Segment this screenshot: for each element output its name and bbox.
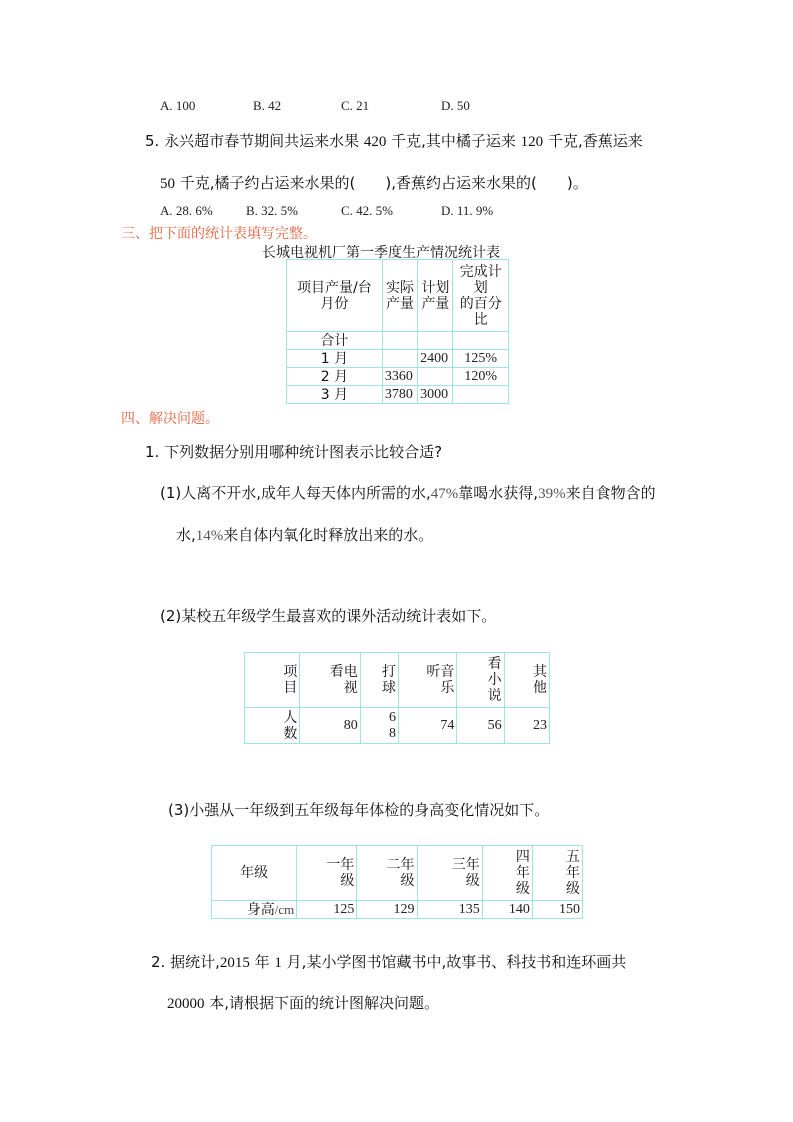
table-row	[287, 368, 509, 386]
plan-cell: 2400	[418, 350, 453, 368]
header-text: 二年	[386, 857, 415, 873]
q1-text: 水,	[176, 526, 196, 544]
height-header	[212, 901, 297, 919]
count-digit: 6	[389, 709, 396, 725]
row-header-count	[245, 708, 300, 744]
q5-line2	[160, 172, 588, 193]
option-a: A. 28. 6%	[160, 203, 213, 218]
option-c: C. 21	[341, 98, 370, 113]
header-text: 级	[465, 873, 480, 889]
grade-3	[417, 846, 482, 901]
q2-total: 20000	[167, 996, 205, 1012]
q2-text: 本,请根据下面的统计图解决问题。	[204, 994, 440, 1012]
header-text: 完成计	[459, 263, 502, 280]
header-text: 看电	[329, 664, 358, 680]
header-text: 他	[533, 680, 547, 696]
height-value: 150	[532, 901, 582, 919]
month-cell: 2 月	[287, 368, 383, 386]
header-text: 计划	[421, 279, 450, 296]
height-value: 140	[482, 901, 532, 919]
header-text: 年	[515, 865, 530, 881]
header-text: 说	[487, 688, 502, 704]
height-table	[211, 845, 583, 919]
header-text: 目	[283, 680, 298, 696]
q2-text: 2. 据统计,	[151, 953, 220, 971]
section-3-heading: 三、把下面的统计表填写完整。	[121, 226, 317, 242]
q1-text: 来自体内氧化时释放出来的水。	[223, 526, 434, 544]
header-text: 乐	[440, 680, 455, 696]
option-b: B. 42	[253, 98, 282, 113]
activity-count-row	[245, 708, 550, 744]
pct-food: 39%	[538, 486, 566, 502]
row-header-item	[245, 653, 300, 708]
header-text: 一年	[326, 857, 355, 873]
month-cell: 合计	[287, 332, 383, 350]
header-text: 的百分	[459, 295, 502, 312]
activity-other	[504, 653, 549, 708]
height-value: 125	[297, 901, 357, 919]
plan-cell	[418, 332, 453, 350]
q1-text: (1)人离不开水,成年人每天体内所需的水,	[160, 484, 431, 502]
q2-text: 年	[249, 953, 275, 971]
header-text: 人	[283, 709, 298, 726]
header-text: 项	[283, 664, 298, 680]
header-text: 四	[515, 849, 530, 865]
option-d: D. 50	[441, 98, 470, 113]
count-ball	[360, 708, 398, 744]
activity-header-row	[245, 653, 550, 708]
q5-options	[160, 203, 493, 219]
q1-part3-text: (3)小强从一年级到五年级每年体检的身高变化情况如下。	[168, 801, 550, 819]
q5-line1	[145, 130, 643, 151]
header-text: 年	[566, 865, 580, 881]
activity-novel	[457, 653, 504, 708]
table-row	[287, 332, 509, 350]
activity-tv	[300, 653, 360, 708]
plan-cell: 3000	[418, 386, 453, 404]
header-text: 级	[566, 881, 580, 897]
q1-text: 来自食物含的	[565, 484, 656, 502]
q5-text: 千克,香蕉运来	[543, 132, 643, 150]
corner-bottom: 月份	[320, 295, 349, 312]
q2-text: 月,某小学图书馆藏书中,故事书、科技书和连环画共	[281, 953, 627, 971]
q1-prompt: 1. 下列数据分别用哪种统计图表示比较合适?	[145, 443, 443, 461]
grade-header: 年级	[212, 846, 297, 901]
header-text: 比	[473, 311, 488, 328]
count-music: 74	[399, 708, 457, 744]
plan-cell	[418, 368, 453, 386]
q1-text: 靠喝水获得,	[458, 484, 539, 502]
header-text: 小	[487, 672, 502, 688]
pct-oxidation: 14%	[195, 528, 224, 544]
q1-part2-text: (2)某校五年级学生最喜欢的课外活动统计表如下。	[160, 607, 497, 625]
header-actual	[382, 260, 417, 332]
header-text: 产量	[386, 295, 415, 312]
option-b: B. 32. 5%	[246, 203, 298, 218]
q4-options	[160, 98, 470, 114]
corner-top: 项目产量/台	[297, 279, 372, 296]
header-percent	[453, 260, 509, 332]
actual-cell: 3360	[382, 368, 417, 386]
table-title: 长城电视机厂第一季度生产情况统计表	[262, 245, 500, 261]
header-text: 级	[400, 873, 415, 889]
q5-total: 420	[363, 134, 387, 150]
height-row	[212, 901, 583, 919]
pct-cell	[453, 332, 509, 350]
table-row	[287, 386, 509, 404]
pct-cell	[453, 386, 509, 404]
option-a: A. 100	[160, 98, 196, 113]
q1-part1-line1	[160, 482, 656, 503]
header-text: 级	[515, 881, 530, 897]
header-text: 五	[566, 849, 580, 865]
grade-5	[532, 846, 582, 901]
month-cell: 1 月	[287, 350, 383, 368]
pct-drink: 47%	[430, 486, 459, 502]
q2-month: 1	[274, 955, 282, 971]
header-text: 看	[487, 656, 502, 672]
table-row	[287, 350, 509, 368]
q2-line2	[167, 992, 439, 1013]
option-c: C. 42. 5%	[341, 203, 393, 218]
q5-text: 千克,其中橘子运来	[386, 132, 521, 150]
activity-ball	[360, 653, 398, 708]
height-value: 129	[357, 901, 417, 919]
header-corner	[287, 260, 383, 332]
count-novel: 56	[457, 708, 504, 744]
header-text: 听音	[426, 664, 455, 680]
header-text: 其	[533, 664, 547, 680]
q5-banana: 50	[160, 176, 175, 192]
unit-text: /cm	[274, 901, 295, 917]
activity-table	[244, 652, 550, 744]
header-text: 产量	[421, 295, 450, 312]
actual-cell	[382, 350, 417, 368]
actual-cell: 3780	[382, 386, 417, 404]
q5-text: 千克,橘子约占运来水果的( ),香蕉约占运来水果的( )。	[175, 174, 588, 192]
height-value: 135	[417, 901, 482, 919]
header-text: 级	[340, 873, 355, 889]
grade-4	[482, 846, 532, 901]
activity-music	[399, 653, 457, 708]
month-cell: 3 月	[287, 386, 383, 404]
header-plan	[418, 260, 453, 332]
section-4-heading: 四、解决问题。	[121, 411, 219, 427]
count-tv: 80	[300, 708, 360, 744]
header-text: 球	[382, 680, 396, 696]
grade-1	[297, 846, 357, 901]
header-text: 打	[382, 664, 396, 680]
q2-year: 2015	[219, 955, 250, 971]
pct-cell: 125%	[453, 350, 509, 368]
q2-line1	[151, 951, 626, 972]
header-text: 三年	[451, 857, 480, 873]
actual-cell	[382, 332, 417, 350]
header-text: 视	[343, 680, 358, 696]
q5-orange: 120	[520, 134, 544, 150]
count-digit: 8	[389, 725, 396, 741]
grade-header-row	[212, 846, 583, 901]
header-text: 划	[473, 279, 488, 296]
header-text: 身高	[246, 901, 275, 918]
q5-text: 5. 永兴超市春节期间共运来水果	[145, 132, 364, 150]
option-d: D. 11. 9%	[441, 203, 494, 218]
production-table	[286, 259, 509, 404]
header-text: 数	[283, 725, 298, 742]
header-text: 实际	[386, 279, 415, 296]
grade-2	[357, 846, 417, 901]
q1-part1-line2	[176, 524, 433, 545]
count-other: 23	[504, 708, 549, 744]
pct-cell: 120%	[453, 368, 509, 386]
